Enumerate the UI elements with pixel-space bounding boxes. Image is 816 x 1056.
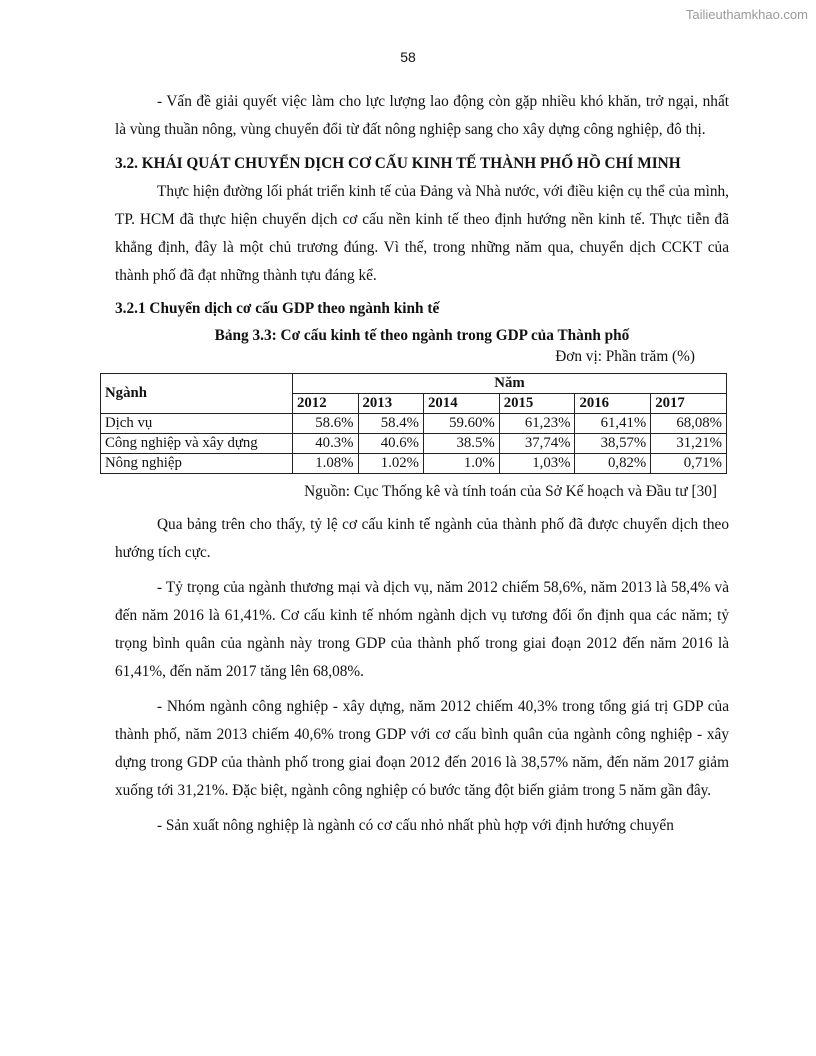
table-unit: Đơn vị: Phần trăm (%) bbox=[555, 348, 695, 365]
subsection-heading-3-2-1: 3.2.1 Chuyển dịch cơ cấu GDP theo ngành kinh tế bbox=[115, 300, 440, 317]
paragraph-agriculture: - Sản xuất nông nghiệp là ngành có cơ cấu nhỏ nhất phù hợp với định hướng chuyển bbox=[157, 817, 674, 834]
table-cell: 61,41% bbox=[575, 414, 651, 434]
table-cell: 59.60% bbox=[424, 414, 500, 434]
table-cell: 58.6% bbox=[293, 414, 359, 434]
table-cell: 1.08% bbox=[293, 454, 359, 474]
table-cell: 68,08% bbox=[651, 414, 727, 434]
table-cell: 0,71% bbox=[651, 454, 727, 474]
paragraph-industry: - Nhóm ngành công nghiệp - xây dựng, năm 2012 chiếm 40,3% trong tổng giá trị GDP của thành phố, năm 2013 chiếm 40,6% trong GDP với cơ cấu bình quân của ngành công nghiệp - xây dựng trong GDP của thành phố trong giai đoạn 2012 đến 2016 là 38,57% năm, đến năm 2017 giảm xuống tới 31,21%. Đặc biệt, ngành công nghiệp có bước tăng đột biến giảm trong 5 năm gần đây. bbox=[115, 698, 729, 799]
header-year-group: Năm bbox=[293, 374, 727, 394]
year-header: 2014 bbox=[424, 394, 500, 414]
paragraph-analysis: Qua bảng trên cho thấy, tỷ lệ cơ cấu kinh tế ngành của thành phố đã được chuyển dịch theo hướng tích cực. bbox=[115, 516, 729, 561]
table-cell: 0,82% bbox=[575, 454, 651, 474]
table-cell: 58.4% bbox=[358, 414, 424, 434]
table-caption: Bảng 3.3: Cơ cấu kinh tế theo ngành trong GDP của Thành phố bbox=[214, 327, 630, 344]
table-source: Nguồn: Cục Thống kê và tính toán của Sở Kế hoạch và Đầu tư [30] bbox=[304, 483, 717, 500]
table-cell: 40.3% bbox=[293, 434, 359, 454]
table-cell: 1.0% bbox=[424, 454, 500, 474]
year-header: 2015 bbox=[499, 394, 575, 414]
year-header: 2016 bbox=[575, 394, 651, 414]
gdp-structure-table bbox=[100, 373, 727, 474]
table-row bbox=[101, 454, 727, 474]
watermark: Tailieuthamkhao.com bbox=[685, 7, 808, 22]
table-cell: 38.5% bbox=[424, 434, 500, 454]
section-heading-3-2: 3.2. KHÁI QUÁT CHUYỂN DỊCH CƠ CẤU KINH TẾ THÀNH PHỐ HỒ CHÍ MINH bbox=[115, 155, 681, 172]
table-header-row bbox=[101, 374, 727, 394]
table-cell: 61,23% bbox=[499, 414, 575, 434]
table-row bbox=[101, 434, 727, 454]
table-cell: 1.02% bbox=[358, 454, 424, 474]
row-label-industry-construction: Công nghiệp và xây dựng bbox=[101, 434, 293, 454]
row-label-services: Dịch vụ bbox=[101, 414, 293, 434]
table-cell: 1,03% bbox=[499, 454, 575, 474]
paragraph-employment-issue: - Vấn đề giải quyết việc làm cho lực lượng lao động còn gặp nhiều khó khăn, trở ngại, nhất là vùng thuần nông, vùng chuyển đổi từ đất nông nghiệp sang cho xây dựng công nghiệp, đô thị. bbox=[115, 93, 729, 138]
table-cell: 31,21% bbox=[651, 434, 727, 454]
table-cell: 40.6% bbox=[358, 434, 424, 454]
row-label-agriculture: Nông nghiệp bbox=[101, 454, 293, 474]
table-cell: 37,74% bbox=[499, 434, 575, 454]
table-cell: 38,57% bbox=[575, 434, 651, 454]
table-row bbox=[101, 414, 727, 434]
paragraph-services: - Tỷ trọng của ngành thương mại và dịch vụ, năm 2012 chiếm 58,6%, năm 2013 là 58,4% và đến năm 2016 là 61,41%. Cơ cấu kinh tế nhóm ngành dịch vụ tương đối ổn định qua các năm; tỷ trọng bình quân của ngành này trong GDP của thành phố trong giai đoạn 2012 đến năm 2016 là 61,41%, đến năm 2017 tăng lên 68,08%. bbox=[115, 579, 729, 680]
year-header: 2017 bbox=[651, 394, 727, 414]
header-branch: Ngành bbox=[101, 374, 293, 414]
page-content bbox=[105, 88, 729, 840]
year-header: 2013 bbox=[358, 394, 424, 414]
paragraph-intro: Thực hiện đường lối phát triển kinh tế của Đảng và Nhà nước, với điều kiện cụ thể của mình, TP. HCM đã thực hiện chuyển dịch cơ cấu nền kinh tế theo định hướng nền kinh tế. Thực tiễn đã khẳng định, đây là một chủ trương đúng. Vì thế, trong những năm qua, chuyển dịch CCKT của thành phố đã đạt những thành tựu đáng kể. bbox=[115, 183, 729, 284]
year-header: 2012 bbox=[293, 394, 359, 414]
page-number: 58 bbox=[400, 49, 416, 65]
